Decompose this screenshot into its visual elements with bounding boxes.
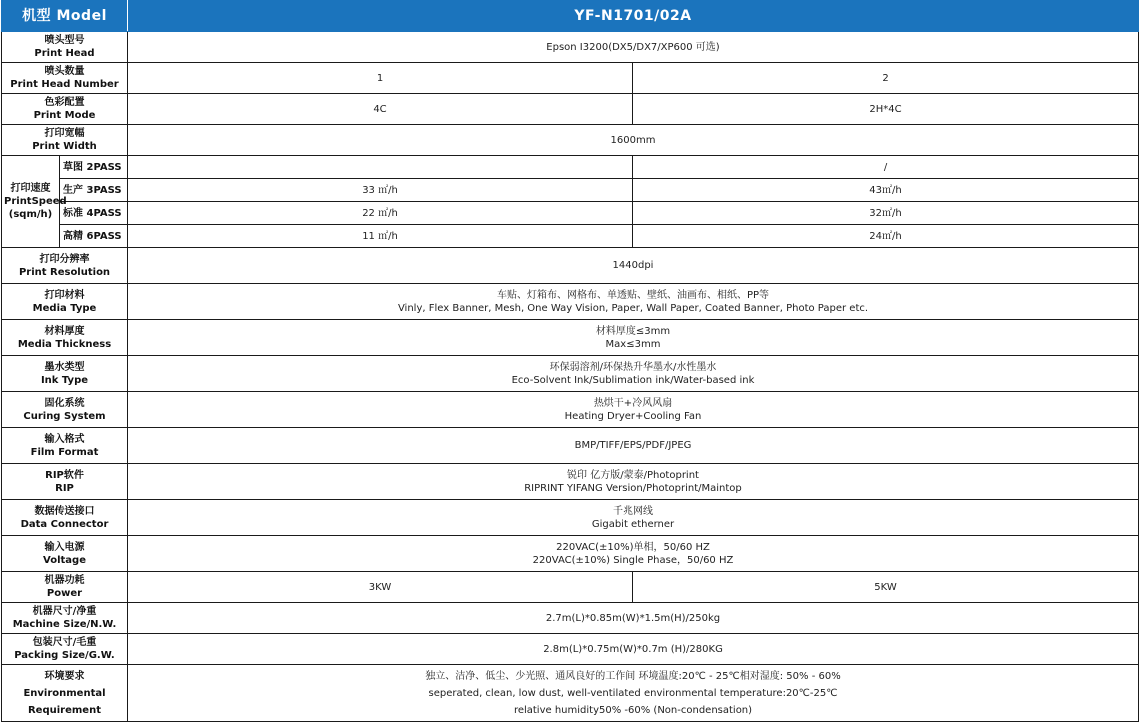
packing-size-value: 2.8m(L)*0.75m(W)*0.7m (H)/280KG [128,634,1139,665]
ink-type-label: 墨水类型 Ink Type [2,356,128,392]
speed-pass-label: 高精 6PASS [60,225,128,248]
rip-label: RIP软件 RIP [2,464,128,500]
head-number-label: 喷头数量 Print Head Number [2,63,128,94]
row-power [2,572,1139,603]
row-media-thickness [2,320,1139,356]
curing-system-value: 热烘干+冷风风扇 Heating Dryer+Cooling Fan [128,392,1139,428]
resolution-value: 1440dpi [128,248,1139,284]
print-mode-b: 2H*4C [633,94,1139,125]
row-speed-fine [2,225,1139,248]
media-thickness-label: 材料厚度 Media Thickness [2,320,128,356]
print-speed-label: 打印速度 PrintSpeed (sqm/h) [2,156,60,248]
film-format-value: BMP/TIFF/EPS/PDF/JPEG [128,428,1139,464]
speed-value-a: 22 ㎡/h [128,202,633,225]
speed-value-a: 33 ㎡/h [128,179,633,202]
row-speed-production [2,179,1139,202]
speed-pass-label: 标准 4PASS [60,202,128,225]
voltage-label: 输入电源 Voltage [2,536,128,572]
header-row [2,1,1139,32]
print-head-value: Epson I3200(DX5/DX7/XP600 可选) [128,32,1139,63]
media-thickness-value: 材料厚度≤3mm Max≤3mm [128,320,1139,356]
film-format-label: 输入格式 Film Format [2,428,128,464]
row-media-type [2,284,1139,320]
machine-size-value: 2.7m(L)*0.85m(W)*1.5m(H)/250kg [128,603,1139,634]
speed-value-b: 32㎡/h [633,202,1139,225]
row-environment [2,665,1139,722]
print-head-label: 喷头型号 Print Head [2,32,128,63]
resolution-label: 打印分辨率 Print Resolution [2,248,128,284]
media-type-value: 车贴、灯箱布、网格布、单透贴、壁纸、油画布、相纸、PP等 Vinly, Flex Banner, Mesh, One Way Vision, Paper, Wall Paper, Coated Banner, Photo Paper etc. [128,284,1139,320]
row-print-mode [2,94,1139,125]
head-number-a: 1 [128,63,633,94]
model-label: 机型 Model [2,1,128,32]
speed-value-b: / [633,156,1139,179]
row-print-head [2,32,1139,63]
row-curing-system [2,392,1139,428]
row-print-width [2,125,1139,156]
media-type-label: 打印材料 Media Type [2,284,128,320]
row-rip [2,464,1139,500]
row-head-number [2,63,1139,94]
row-data-connector [2,500,1139,536]
print-width-label: 打印宽幅 Print Width [2,125,128,156]
power-b: 5KW [633,572,1139,603]
model-value: YF-N1701/02A [128,1,1139,32]
spec-table [1,0,1139,722]
data-connector-value: 千兆网线 Gigabit etherner [128,500,1139,536]
speed-pass-label: 草图 2PASS [60,156,128,179]
data-connector-label: 数据传送接口 Data Connector [2,500,128,536]
speed-value-b: 43㎡/h [633,179,1139,202]
rip-value: 锐印 亿方版/蒙泰/Photoprint RIPRINT YIFANG Version/Photoprint/Maintop [128,464,1139,500]
row-speed-draft [2,156,1139,179]
speed-value-a: 11 ㎡/h [128,225,633,248]
curing-system-label: 固化系统 Curing System [2,392,128,428]
print-mode-a: 4C [128,94,633,125]
packing-size-label: 包装尺寸/毛重 Packing Size/G.W. [2,634,128,665]
machine-size-label: 机器尺寸/净重 Machine Size/N.W. [2,603,128,634]
ink-type-value: 环保弱溶剂/环保热升华墨水/水性墨水 Eco-Solvent Ink/Sublimation ink/Water-based ink [128,356,1139,392]
row-resolution [2,248,1139,284]
environment-value: 独立、洁净、低尘、少光照、通风良好的工作间 环境温度:20℃ - 25℃相对湿度: 50% - 60% seperated, clean, low dust, well-ventilated environmental temperature:20℃-25℃ relative humidity50% -60% (Non-condensation) [128,665,1139,722]
row-film-format [2,428,1139,464]
row-packing-size [2,634,1139,665]
speed-value-a [128,156,633,179]
row-voltage [2,536,1139,572]
speed-value-b: 24㎡/h [633,225,1139,248]
print-mode-label: 色彩配置 Print Mode [2,94,128,125]
head-number-b: 2 [633,63,1139,94]
print-width-value: 1600mm [128,125,1139,156]
power-label: 机器功耗 Power [2,572,128,603]
speed-pass-label: 生产 3PASS [60,179,128,202]
row-machine-size [2,603,1139,634]
power-a: 3KW [128,572,633,603]
row-ink-type [2,356,1139,392]
environment-label: 环境要求 Environmental Requirement [2,665,128,722]
row-speed-standard [2,202,1139,225]
voltage-value: 220VAC(±10%)单相，50/60 HZ 220VAC(±10%) Single Phase，50/60 HZ [128,536,1139,572]
